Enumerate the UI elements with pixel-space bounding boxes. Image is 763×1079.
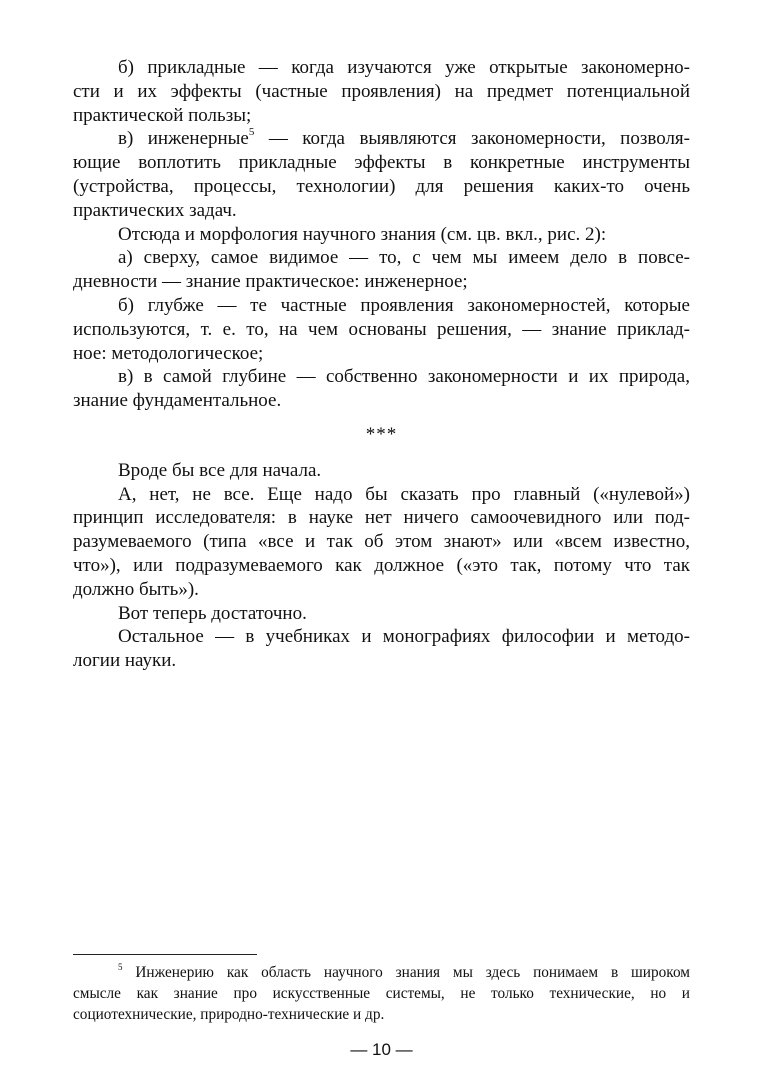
footnote-number: 5 [118,961,123,972]
paragraph-for-start: Вроде бы все для начала. [118,459,322,481]
paragraph-applied: б) прикладные — когда изучаются уже открытые закономерно- сти и их эффекты (частные проявления) на предмет потенциальной практической пользы; [73,57,690,126]
footnote-divider [73,954,257,955]
footnote-ref: 5 [248,126,255,139]
paragraph-deeper-level: б) глубже — те частные проявления закономерностей, которые используются, т. е. то, на чем основаны решения, — знание приклад- ное: методологическое; [73,294,690,364]
footnote: $^5$ Инженерию как область научного знания мы здесь понимаем в широком смысле как знание про искусственные системы, не только технические, но и социотехнические, природно-технические и др. [73,961,690,1023]
main-text [73,56,690,673]
paragraph-deepest-level: в) в самой глубине — собственно закономерности и их природа, знание фундаментальное. [73,366,690,412]
paragraph-enough: Вот теперь достаточно. [118,602,307,624]
page-number: — 10 — [350,1040,413,1059]
paragraph-top-level: а) сверху, самое видимое — то, с чем мы имеем дело в повсе- дневности — знание практическое: инженерное; [73,247,690,293]
section-separator: *** [365,423,398,445]
paragraph-principle: А, нет, не все. Еще надо бы сказать про главный («нулевой») принцип исследователя: в науке нет ничего самоочевидного или под- разумеваемого (типа «все и так об этом знают» или «всем известно, что»), или подразумеваемого как должное («это так, потому что так должно быть»). [73,483,690,600]
paragraph-morphology: Отсюда и морфология научного знания (см. цв. вкл., рис. 2): [118,223,607,245]
paragraph-rest: Остальное — в учебниках и монографиях философии и методо- логии науки. [73,626,690,672]
paragraph-engineering: в) инженерные$^5$ — когда выявляются закономерности, позволя- ющие воплотить прикладные эффекты в конкретные инструменты (устройства, процессы, технологии) для решения каких-то очень практических задач. [73,126,690,221]
